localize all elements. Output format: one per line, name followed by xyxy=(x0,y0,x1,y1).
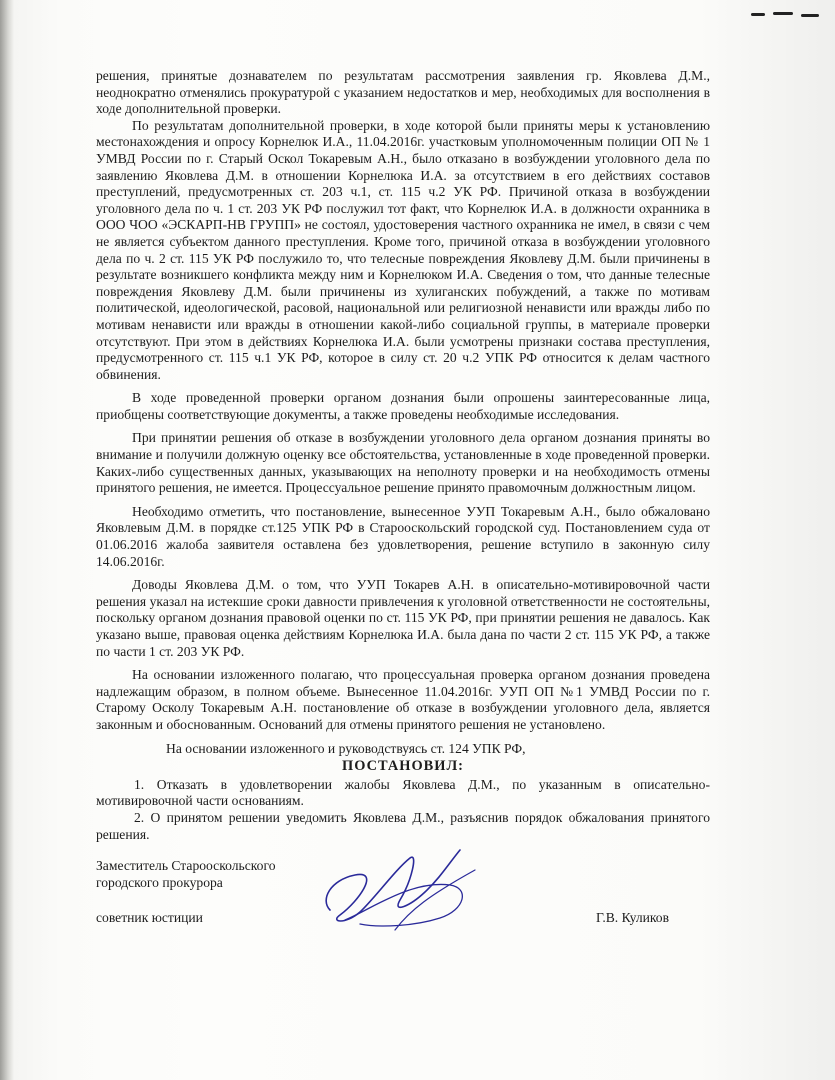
handwritten-signature xyxy=(300,840,500,940)
paragraph-4: При принятии решения об отказе в возбуждении уголовного дела органом дознания приняты во внимание и получили должную оценку все обстоятельства, установленные в ходе проведенной проверки. Каких-либо существенных данных, указывающих на неполноту проверки и на необходимость отмены принятого решения, не имеется. Процессуальное решение принято правомочным должностным лицом. xyxy=(96,430,710,496)
signer-position-line-1: Заместитель Старооскольского xyxy=(96,858,276,873)
signer-name: Г.В. Куликов xyxy=(596,910,670,925)
corner-scan-marks xyxy=(751,8,821,22)
decision-heading: ПОСТАНОВИЛ: xyxy=(342,758,464,775)
paragraph-7: На основании изложенного полагаю, что процессуальная проверка органом дознания проведена надлежащим образом, в полном объеме. Вынесенное 11.04.2016г. УУП ОП №1 УМВД России по г. Старому Осколу Токаревым А.Н. постановление об отказе в возбуждении уголовного дела, является законным и обоснованным. Оснований для отмены принятого решения не установлено. xyxy=(96,667,710,732)
signer-rank: советник юстиции xyxy=(96,910,203,925)
paragraph-5: Необходимо отметить, что постановление, вынесенное УУП Токаревым А.Н., было обжаловано Яковлевым Д.М. в порядке ст.125 УПК РФ в Старооскольский городской суд. Постановлением суда от 01.06.2016 жалоба заявителя оставлена без удовлетворения, решение вступило в законную силу 14.06.2016г. xyxy=(96,503,710,569)
paragraph-3: В ходе проведенной проверки органом дознания были опрошены заинтересованные лица, приобщены соответствующие документы, а также проведены необходимые исследования. xyxy=(96,390,710,422)
paragraph-6: Доводы Яковлева Д.М. о том, что УУП Токарев А.Н. в описательно-мотивировочной части решения указал на истекшие сроки давности привлечения к уголовной ответственности не состоятельны, поскольку органом дознания правовой оценки по ст. 115 УК РФ, при принятии решения не давалось. Как указано выше, правовая оценка действиям Корнелюка И.А. была дана по части 2 ст. 115 УК РФ, а также по части 1 ст. 203 УК РФ. xyxy=(96,577,710,659)
scan-shadow-edge xyxy=(0,0,14,1080)
top-ghost-marks xyxy=(330,2,450,12)
decision-item-2: 2. О принятом решении уведомить Яковлева Д.М., разъяснив порядок обжалования принятого решения. xyxy=(96,809,710,842)
decision-item-1: 1. Отказать в удовлетворении жалобы Яковлева Д.М., по указанным в описательно-мотивировочной части основаниям. xyxy=(96,776,710,809)
paragraph-2: По результатам дополнительной проверки, в ходе которой были приняты меры к установлению местонахождения и опросу Корнелюк И.А., 11.04.2016г. участковым уполномоченным полиции ОП № 1 УМВД России по г. Старый Оскол Токаревым А.Н., было отказано в возбуждении уголовного дела по заявлению Яковлева Д.М. в отношении Корнелюка И.А. за отсутствием в его действиях составов преступлений, предусмотренных ст. 203 ч.1, ст. 115 ч.2 УК РФ. Причиной отказа в возбуждении уголовного дела по ч. 1 ст. 203 УК РФ послужил тот факт, что Корнелюк И.А. в должности охранника в ООО ЧОО «ЭСКАРП-НВ ГРУПП» не состоял, удостоверения частного охранника не имел, в связи с чем не является субъектом данного преступления. Кроме того, причиной отказа в возбуждении уголовного дела по ч. 2 ст. 115 УК РФ послужило то, что телесные повреждения Яковлеву Д.М. были причинены в результате возникшего конфликта между ним и Корнелюком И.А. Сведения о том, что данные телесные повреждения Яковлеву Д.М. были причинены из хулиганских побуждений, а также по мотивам политической, идеологической, расовой, национальной или религиозной ненависти или вражды либо по мотивам ненависти или вражды в отношении какой-либо социальной группы, в материале проверки отсутствуют. При этом в действиях Корнелюка И.А. были усмотрены признаки состава преступления, предусмотренного ст. 115 ч.1 УК РФ, которое в силу ст. 20 ч.2 УПК РФ относится к делам частного обвинения. xyxy=(96,117,710,382)
document-body xyxy=(96,68,710,843)
paragraph-1: решения, принятые дознавателем по результатам рассмотрения заявления гр. Яковлева Д.М., неоднократно отменялись прокуратурой с указанием недостатков и мер, необходимых для восполнения в ходе дополнительной проверки. xyxy=(96,68,710,117)
signer-position-line-2: городского прокурора xyxy=(96,874,223,890)
signer-position xyxy=(96,858,276,891)
paragraph-8: На основании изложенного и руководствуясь ст. 124 УПК РФ, xyxy=(166,740,526,756)
